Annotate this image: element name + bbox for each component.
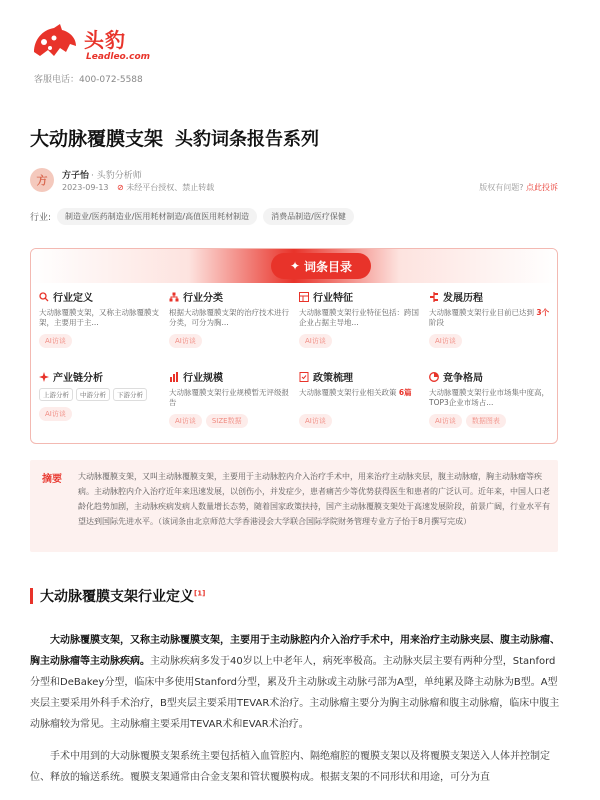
midstream-tag[interactable]: 中游分析	[76, 388, 110, 401]
author-name[interactable]: 方子怡	[62, 171, 90, 181]
toc-card-desc: 大动脉覆膜支架行业相关政策 6篇	[299, 388, 412, 397]
toc-card-features[interactable]	[299, 289, 421, 359]
toc-card-title: 行业定义	[53, 293, 93, 304]
hierarchy-icon	[169, 292, 179, 302]
ai-interview-badge[interactable]: AI访谈	[299, 334, 332, 348]
search-doc-icon	[39, 292, 49, 302]
toc-leopard-icon: ✦	[289, 259, 301, 273]
toc-grid	[39, 289, 551, 439]
ai-interview-badge[interactable]: AI访谈	[169, 414, 202, 428]
abstract-label: 摘要	[42, 474, 62, 485]
logo-subtext: Leadleo.com	[86, 52, 151, 62]
author-role: · 头豹分析师	[91, 171, 142, 181]
size-data-badge[interactable]: SIZE数据	[206, 414, 248, 428]
pie-chart-icon	[429, 372, 439, 382]
toc-header	[271, 253, 371, 279]
toc-card-industry-chain[interactable]	[39, 369, 161, 439]
toc-card-history[interactable]	[429, 289, 551, 359]
toc-card-title: 行业分类	[183, 293, 223, 304]
leopard-logo-icon	[30, 22, 80, 62]
downstream-tag[interactable]: 下游分析	[113, 388, 147, 401]
author-line	[62, 168, 142, 181]
meta-line	[62, 182, 214, 193]
industry-label: 行业:	[30, 213, 52, 223]
toc-card-desc: 大动脉覆膜支架行业特征包括：跨国企业占据主导地...	[299, 308, 419, 327]
toc-card-desc: 大动脉覆膜支架，又称主动脉覆膜支架，主要用于主...	[39, 308, 159, 327]
body-paragraph	[30, 630, 560, 738]
toc-card-classification[interactable]	[169, 289, 291, 359]
toc-card-policy[interactable]	[299, 369, 421, 439]
toc-card-desc: 大动脉覆膜支架行业目前已达到 3个阶段	[429, 308, 550, 327]
toc-card-title: 行业特征	[313, 293, 353, 304]
policy-doc-icon	[299, 372, 309, 382]
upstream-tag[interactable]: 上游分析	[39, 388, 73, 401]
section-title	[40, 586, 205, 606]
avatar: 方	[30, 168, 54, 192]
toc-card-title: 政策梳理	[313, 373, 353, 384]
section-title-text: 大动脉覆膜支架行业定义	[40, 589, 194, 605]
logo[interactable]	[30, 22, 150, 66]
no-repost-icon: ⊘	[117, 183, 124, 192]
para-bold-lead: 大动脉覆膜支架，又称主动脉覆膜支架，主要用于主动脉腔内介入治疗手术中，用来治疗主动脉夹层、腹主动脉瘤、胸主动脉瘤等主动脉疾病。	[30, 635, 560, 667]
industry-row	[30, 208, 354, 225]
toc-card-definition[interactable]	[39, 289, 161, 359]
ai-interview-badge[interactable]: AI访谈	[299, 414, 332, 428]
section-accent-bar	[30, 588, 33, 604]
service-phone: 客服电话：400-072-5588	[34, 75, 143, 85]
toc-card-market-size[interactable]	[169, 369, 291, 439]
copyright-complaint	[479, 182, 558, 193]
ai-interview-badge[interactable]: AI访谈	[39, 407, 72, 421]
ai-interview-badge[interactable]: AI访谈	[429, 414, 462, 428]
toc-card-competition[interactable]	[429, 369, 551, 439]
timeline-icon	[429, 292, 439, 302]
toc-card-title: 行业规模	[183, 373, 223, 384]
abstract-text: 大动脉覆膜支架，又叫主动脉覆膜支架，主要用于主动脉腔内介入治疗手术中，用来治疗主动脉夹层，腹主动脉瘤，胸主动脉瘤等疾病。主动脉腔内介入治疗近年来迅速发展，以创伤小，并发症少，患者痛苦少等优势获得医生和患者的广泛认可。近年来，中国人口老龄化趋势加剧，主动脉疾病发病人数量增长态势，随着国家政策扶持，国产主动脉覆膜支架处于高速发展阶段，前景广阔，行业水平有望达到国际先进水平。（该词条由北京师范大学香港浸会大学联合国际学院财务管理专业方子怡于8月撰写完成）	[78, 472, 550, 526]
chain-icon	[39, 372, 49, 382]
bar-chart-icon	[169, 372, 179, 382]
complaint-link[interactable]: 点此投诉	[526, 183, 558, 192]
reference-link[interactable]: [1]	[194, 589, 206, 598]
toc-header-label: 词条目录	[304, 259, 353, 274]
data-chart-badge[interactable]: 数据图表	[466, 414, 506, 428]
toc-card-title: 发展历程	[443, 293, 483, 304]
ai-interview-badge[interactable]: AI访谈	[429, 334, 462, 348]
title-series: 头豹词条报告系列	[175, 129, 320, 150]
toc-panel	[30, 248, 558, 444]
toc-card-desc: 根据大动脉覆膜支架的治疗技术进行分类，可分为胸...	[169, 308, 289, 327]
body-paragraph: 手术中用到的大动脉覆膜支架系统主要包括植入血管腔内、隔绝瘤腔的覆膜支架以及将覆膜支架送入人体并控制定位、释放的输送系统。覆膜支架通常由合金支架和管状覆膜构成。根据支架的不同形状和用途，可分为直	[30, 751, 550, 783]
title-main: 大动脉覆膜支架	[30, 128, 164, 150]
ai-interview-badge[interactable]: AI访谈	[169, 334, 202, 348]
toc-card-desc: 大动脉覆膜支架行业市场集中度高，TOP3企业市场占...	[429, 388, 549, 407]
restriction-text: 未经平台授权、禁止转载	[126, 183, 215, 192]
toc-card-desc: 大动脉覆膜支架行业规模暂无评级报告	[169, 388, 289, 407]
toc-card-title: 竞争格局	[443, 373, 483, 384]
logo-text: 头豹	[84, 28, 126, 52]
page-title	[30, 124, 319, 151]
toc-card-title: 产业链分析	[53, 373, 103, 384]
industry-tag[interactable]: 消费品制造/医疗保健	[263, 208, 354, 225]
grid-icon	[299, 292, 309, 302]
abstract-box	[30, 460, 558, 552]
ai-interview-badge[interactable]: AI访谈	[39, 334, 72, 348]
industry-tag[interactable]: 制造业/医药制造业/医用耗材制造/高值医用耗材制造	[57, 208, 257, 225]
copyright-question: 版权有问题?	[479, 183, 524, 192]
publish-date: 2023-09-13	[62, 183, 109, 192]
para-rest: 主动脉疾病多发于40岁以上中老年人，病死率极高。主动脉夹层主要有两种分型，Stanford分型和DeBakey分型，临床中多使用Stanford分型，累及升主动脉或主动脉弓部为A型，单纯累及降主动脉为B型。A型夹层主要采用外科手术治疗，B型夹层主要采用TEVAR术治疗。主动脉瘤主要分为胸主动脉瘤和腹主动脉瘤，临床中腹主动脉瘤较为常见。主动脉瘤主要采用TEVAR术和EVAR术治疗。	[30, 656, 560, 730]
